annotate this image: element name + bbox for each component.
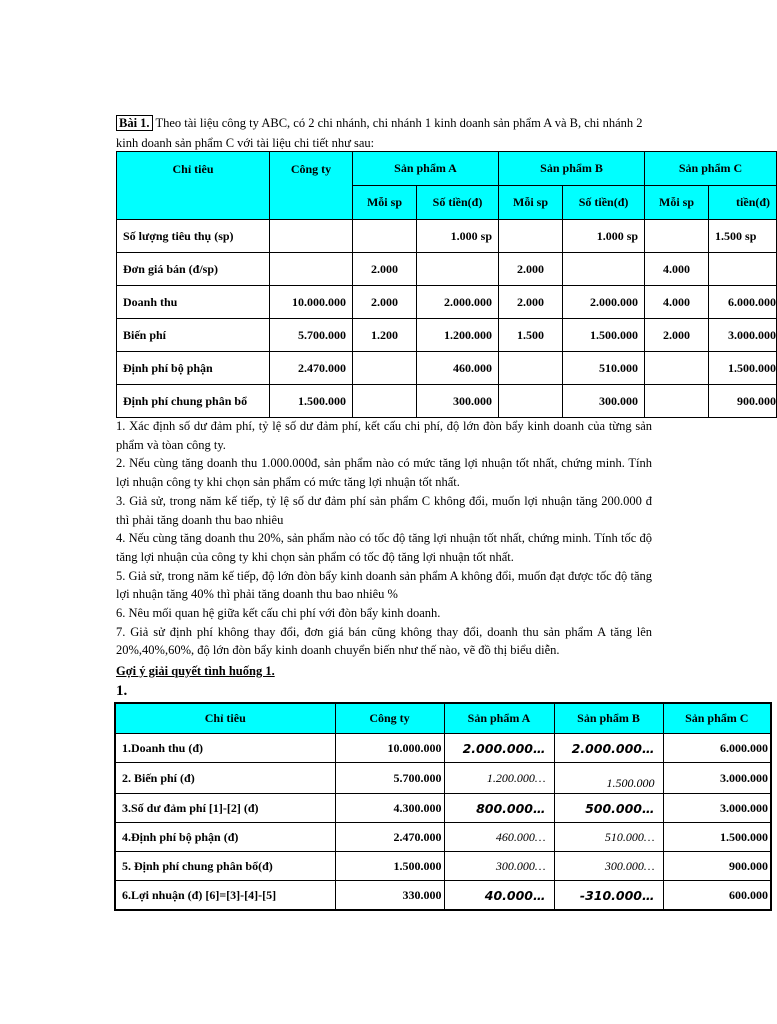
intro-paragraph	[116, 113, 656, 153]
cell-b-amount: 300.000	[563, 385, 645, 418]
table-header-row	[115, 703, 771, 734]
question-item: 1. Xác định số dư đảm phí, tỷ lệ số dư đảm phí, kết cấu chi phí, độ lớn đòn bẩy kinh doanh của từng sản phẩm và tòan công ty.	[116, 419, 652, 452]
header-chi-tieu: Chỉ tiêu	[115, 703, 335, 734]
question-item: 5. Giả sử, trong năm kế tiếp, độ lớn đòn bẩy kinh doanh sản phẩm A không đổi, muốn đạt được tốc độ tăng lợi nhuận tăng 40% thì phải tăng doanh thu bao nhiêu %	[116, 568, 652, 602]
cell-san-pham-a: 1.200.000…	[444, 763, 554, 794]
cell-san-pham-b: 500.000…	[554, 794, 663, 823]
cell-san-pham-c: 3.000.000	[663, 794, 771, 823]
cell-cong-ty	[270, 220, 353, 253]
question-item: 2. Nếu cùng tăng doanh thu 1.000.000đ, sản phẩm nào có mức tăng lợi nhuận tốt nhất, chứng minh. Tính lợi nhuận công ty khi chọn sản phẩm có mức tăng lợi nhuận tốt nhất.	[116, 456, 652, 490]
cell-b-amount: 1.000 sp	[563, 220, 645, 253]
row-label: 6.Lợi nhuận (đ) [6]=[3]-[4]-[5]	[115, 881, 335, 911]
cell-b-amount: 510.000	[563, 352, 645, 385]
cell-a-amount: 300.000	[417, 385, 499, 418]
cell-c-amount	[709, 253, 777, 286]
question-item: 6. Nêu mối quan hệ giữa kết cấu chi phí với đòn bẩy kinh doanh.	[116, 606, 441, 621]
cell-san-pham-b: 2.000.000…	[554, 734, 663, 763]
table-row	[117, 385, 777, 418]
cell-a-unit: 2.000	[353, 253, 417, 286]
table-header-row	[117, 152, 777, 186]
cell-a-unit	[353, 220, 417, 253]
cell-b-unit	[499, 385, 563, 418]
cell-a-amount: 1.200.000	[417, 319, 499, 352]
solution-hint-heading: Gợi ý giải quyết tình huống 1.	[116, 664, 275, 678]
cell-cong-ty: 330.000	[335, 881, 444, 911]
cell-san-pham-a: 800.000…	[444, 794, 554, 823]
cell-b-unit	[499, 352, 563, 385]
cell-cong-ty: 5.700.000	[335, 763, 444, 794]
table-row	[115, 763, 771, 794]
cell-cong-ty: 2.470.000	[335, 823, 444, 852]
row-label: Đơn giá bán (đ/sp)	[117, 253, 270, 286]
cell-b-amount	[563, 253, 645, 286]
cell-b-unit	[499, 220, 563, 253]
cell-san-pham-a: 300.000…	[444, 852, 554, 881]
cell-cong-ty: 2.470.000	[270, 352, 353, 385]
row-label: 4.Định phí bộ phận (đ)	[115, 823, 335, 852]
cell-c-unit	[645, 385, 709, 418]
row-label: 1.Doanh thu (đ)	[115, 734, 335, 763]
cell-cong-ty: 4.300.000	[335, 794, 444, 823]
header-san-pham-a: Sản phẩm A	[444, 703, 554, 734]
cell-c-unit	[645, 352, 709, 385]
cell-san-pham-a: 2.000.000…	[444, 734, 554, 763]
question-item: 3. Giả sử, trong năm kế tiếp, tỷ lệ số dư đảm phí sản phẩm C không đổi, muốn lợi nhuận tăng 200.000 đ thì phải tăng doanh thu bao nhiêu	[116, 493, 652, 527]
table-row	[117, 286, 777, 319]
question-item: 7. Giả sử định phí không thay đổi, đơn giá bán cũng không thay đổi, doanh thu sản phẩm A tăng lên 20%,40%,60%, độ lớn đòn bẩy kinh doanh chuyển biến như thế nào, vẽ đồ thị biểu diễn.	[116, 624, 652, 658]
cell-b-unit: 2.000	[499, 253, 563, 286]
table-row	[115, 881, 771, 911]
cell-san-pham-b: 300.000…	[554, 852, 663, 881]
cell-cong-ty: 10.000.000	[270, 286, 353, 319]
cell-cong-ty: 1.500.000	[270, 385, 353, 418]
row-label: Doanh thu	[117, 286, 270, 319]
row-label: 5. Định phí chung phân bổ(đ)	[115, 852, 335, 881]
cell-san-pham-c: 6.000.000	[663, 734, 771, 763]
cell-san-pham-a: 40.000…	[444, 881, 554, 911]
header-san-pham-a: Sản phẩm A	[353, 152, 499, 186]
header-so-tien: Số tiền(đ)	[417, 186, 499, 220]
table-row	[115, 823, 771, 852]
cell-c-unit	[645, 220, 709, 253]
cell-a-unit	[353, 385, 417, 418]
cell-c-unit: 4.000	[645, 286, 709, 319]
cell-a-unit	[353, 352, 417, 385]
intro-text: Theo tài liệu công ty ABC, có 2 chi nhánh, chi nhánh 1 kinh doanh sản phẩm A và B, chi nhánh 2 kinh doanh sản phẩm C với tài liệu chi tiết như sau:	[116, 116, 643, 150]
cell-c-amount: 1.500 sp	[709, 220, 777, 253]
row-label: 3.Số dư đảm phí [1]-[2] (đ)	[115, 794, 335, 823]
question-list	[116, 417, 652, 660]
table-row	[115, 734, 771, 763]
exercise-tag: Bài 1.	[116, 115, 153, 131]
solution-table	[114, 702, 772, 911]
row-label: 2. Biến phí (đ)	[115, 763, 335, 794]
cell-c-amount: 1.500.000	[709, 352, 777, 385]
header-cong-ty: Công ty	[335, 703, 444, 734]
cell-san-pham-b: 510.000…	[554, 823, 663, 852]
cell-c-amount: 3.000.000	[709, 319, 777, 352]
header-san-pham-c: Sản phẩm C	[645, 152, 777, 186]
cell-c-unit: 2.000	[645, 319, 709, 352]
question-item: 4. Nếu cùng tăng doanh thu 20%, sản phẩm nào có tốc độ tăng lợi nhuận tốt nhất, chứng minh. Tính tốc độ tăng lợi nhuận của công ty khi chọn sản phẩm có tốc độ tăng lợi nhuận tốt nhất.	[116, 531, 652, 564]
cell-san-pham-c: 3.000.000	[663, 763, 771, 794]
cell-c-amount: 900.000	[709, 385, 777, 418]
header-so-tien: Số tiền(đ)	[563, 186, 645, 220]
cell-cong-ty: 5.700.000	[270, 319, 353, 352]
cell-a-unit: 1.200	[353, 319, 417, 352]
header-san-pham-b: Sản phẩm B	[499, 152, 645, 186]
header-moi-sp: Mỗi sp	[499, 186, 563, 220]
cell-cong-ty	[270, 253, 353, 286]
table-row	[115, 852, 771, 881]
cell-san-pham-c: 1.500.000	[663, 823, 771, 852]
table-row	[117, 220, 777, 253]
cell-san-pham-a: 460.000…	[444, 823, 554, 852]
header-cong-ty: Công ty	[270, 152, 353, 220]
table-row	[117, 253, 777, 286]
cell-cong-ty: 1.500.000	[335, 852, 444, 881]
cell-san-pham-b: 1.500.000	[554, 763, 663, 794]
cell-a-amount: 1.000 sp	[417, 220, 499, 253]
cell-c-unit: 4.000	[645, 253, 709, 286]
cell-a-amount	[417, 253, 499, 286]
table-row	[115, 794, 771, 823]
header-san-pham-c: Sản phẩm C	[663, 703, 771, 734]
cell-b-amount: 2.000.000	[563, 286, 645, 319]
data-table	[116, 151, 777, 418]
section-number: 1.	[116, 683, 128, 699]
row-label: Định phí bộ phận	[117, 352, 270, 385]
cell-b-amount: 1.500.000	[563, 319, 645, 352]
cell-san-pham-c: 600.000	[663, 881, 771, 911]
cell-a-unit: 2.000	[353, 286, 417, 319]
cell-b-unit: 1.500	[499, 319, 563, 352]
table-row	[117, 352, 777, 385]
cell-cong-ty: 10.000.000	[335, 734, 444, 763]
row-label: Định phí chung phân bổ	[117, 385, 270, 418]
header-chi-tieu: Chỉ tiêu	[117, 152, 270, 220]
cell-a-amount: 2.000.000	[417, 286, 499, 319]
row-label: Biến phí	[117, 319, 270, 352]
row-label: Số lượng tiêu thụ (sp)	[117, 220, 270, 253]
cell-c-amount: 6.000.000	[709, 286, 777, 319]
header-san-pham-b: Sản phẩm B	[554, 703, 663, 734]
header-moi-sp: Mỗi sp	[645, 186, 709, 220]
cell-a-amount: 460.000	[417, 352, 499, 385]
header-moi-sp: Mỗi sp	[353, 186, 417, 220]
header-tien: tiền(đ)	[709, 186, 777, 220]
table-row	[117, 319, 777, 352]
cell-san-pham-c: 900.000	[663, 852, 771, 881]
cell-b-unit: 2.000	[499, 286, 563, 319]
cell-san-pham-b: -310.000…	[554, 881, 663, 911]
